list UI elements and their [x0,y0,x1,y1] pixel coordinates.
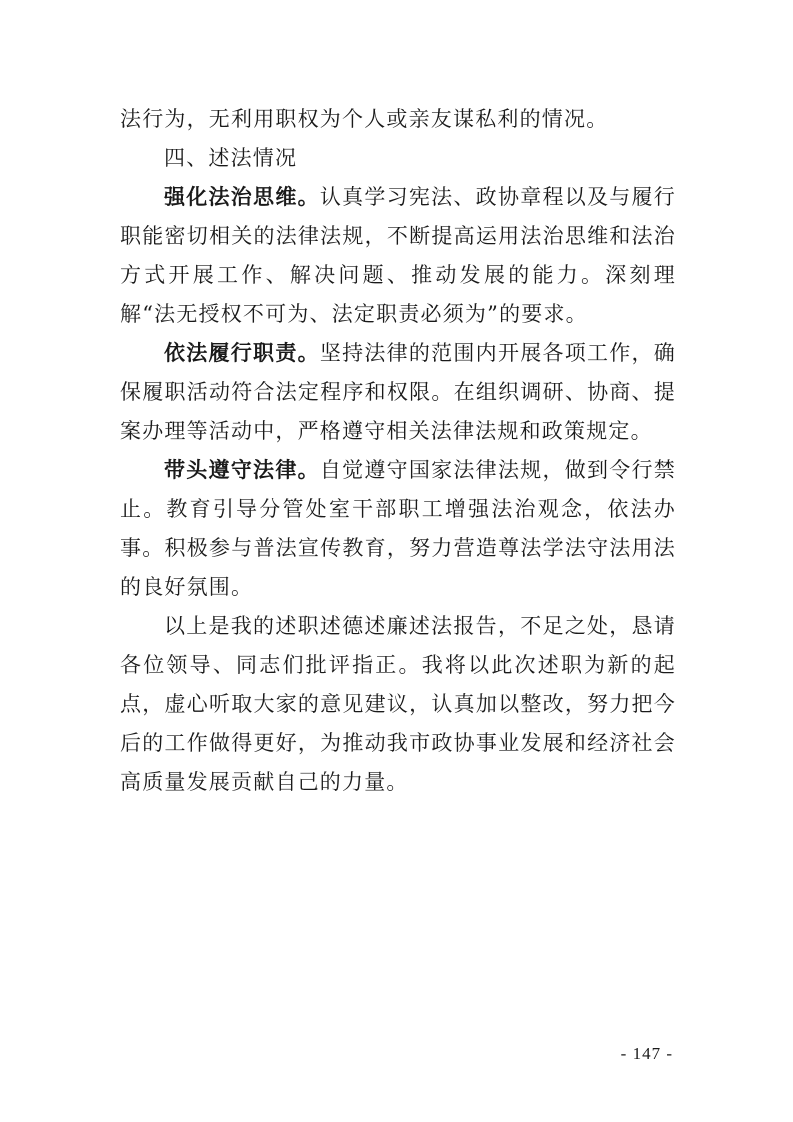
section-heading: 四、述法情况 [164,146,298,170]
page-number: - 147 - [620,1044,673,1063]
body-text [120,100,676,802]
paragraph-perform-duties [120,334,676,451]
closing-paragraph: 以上是我的述职述德述廉述法报告，不足之处，恳请各位领导、同志们批评指正。我将以此次述职为新的起点，虚心听取大家的意见建议，认真加以整改，努力把今后的工作做得更好，为推动我市政协事业发展和经济社会高质量发展贡献自己的力量。 [120,614,676,794]
paragraph-legal-thinking [120,178,676,334]
paragraph-text: 坚持法律的范围内开展各项工作，确保履职活动符合法定程序和权限。在组织调研、协商、提案办理等活动中，严格遵守相关法律法规和政策规定。 [120,341,676,443]
paragraph-lead: 带头遵守法律。 [164,458,320,482]
paragraph-lead: 依法履行职责。 [164,341,320,365]
continuation-paragraph: 法行为，无利用职权为个人或亲友谋私利的情况。 [120,107,609,131]
paragraph-lead: 强化法治思维。 [164,185,320,209]
paragraph-text: 认真学习宪法、政协章程以及与履行职能密切相关的法律法规，不断提高运用法治思维和法治方式开展工作、解决问题、推动发展的能力。深刻理解“法无授权不可为、法定职责必须为”的要求。 [120,185,676,326]
paragraph-text: 自觉遵守国家法律法规，做到令行禁止。教育引导分管处室干部职工增强法治观念，依法办事。积极参与普法宣传教育，努力营造尊法学法守法用法的良好氛围。 [120,458,676,599]
paragraph-obey-law [120,451,676,607]
